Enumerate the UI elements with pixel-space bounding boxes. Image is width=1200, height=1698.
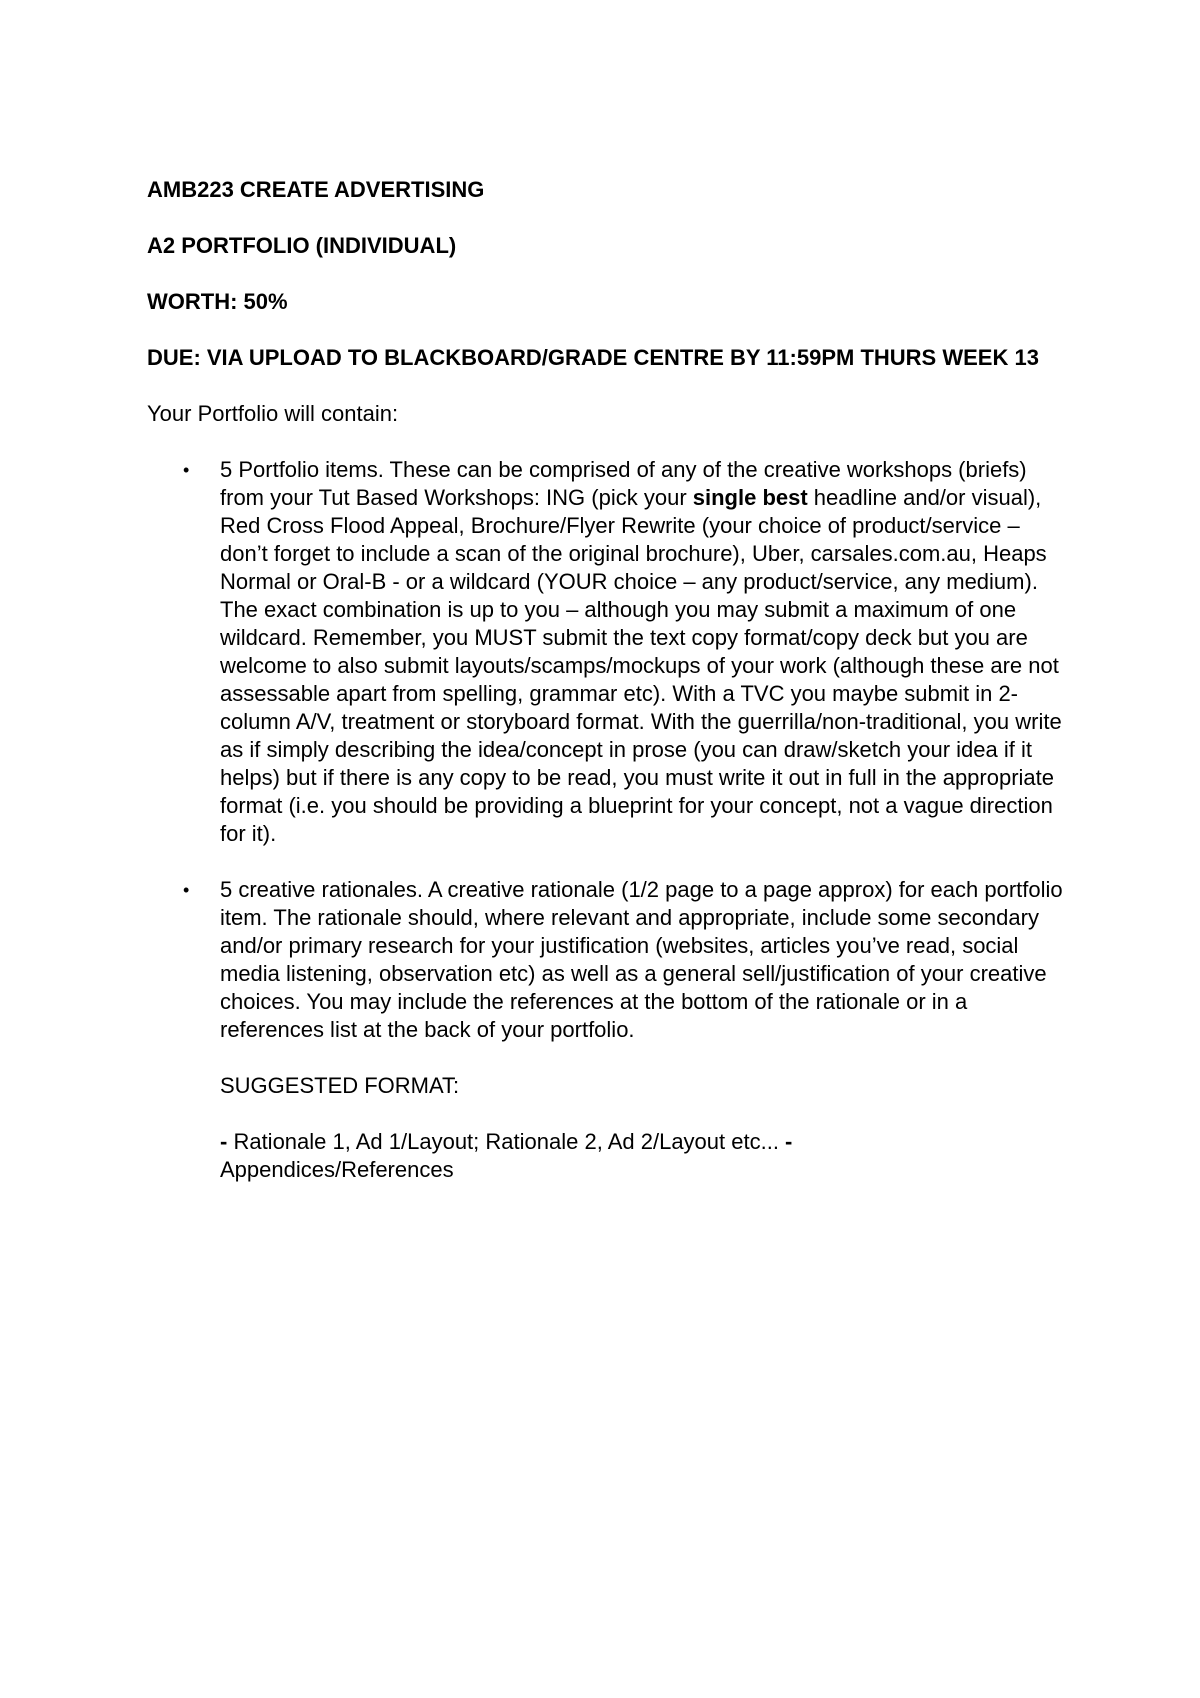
portfolio-items-text-start: 5 Portfolio items. These can be comprised of any of the creative workshops (briefs) from your Tut Based Workshops: ING (pick your xyxy=(220,457,1027,510)
creative-rationales-description: 5 creative rationales. A creative rationale (1/2 page to a page approx) for each portfolio item. The rationale should, where relevant and appropriate, include some secondary and/or primary research for your justification (websites, articles you’ve read, social media listening, observation etc) as well as a general sell/justification of your creative choices. You may include the references at the bottom of the rationale or in a references list at the back of your portfolio. xyxy=(220,877,1063,1042)
portfolio-items-text-end: headline and/or visual), Red Cross Flood Appeal, Brochure/Flyer Rewrite (your choice of product/service – don’t forget to include a scan of the original brochure), Uber, carsales.com.au, Heaps Normal or Oral-B - or a wildcard (YOUR choice – any product/service, any medium). The exact combination is up to you – although you may submit a maximum of one wildcard. Remember, you MUST submit the text copy format/copy deck but you are welcome to also submit layouts/scamps/mockups of your work (although these are not assessable apart from spelling, grammar etc). With a TVC you maybe submit in 2-column A/V, treatment or storyboard format. With the guerrilla/non-traditional, you write as if simply describing the idea/concept in prose (you can draw/sketch your idea if it helps) but if there is any copy to be read, you must write it out in full in the appropriate format (i.e. you should be providing a blueprint for your concept, not a vague direction for it). xyxy=(220,485,1062,846)
assessment-title: A2 PORTFOLIO (INDIVIDUAL) xyxy=(147,233,457,258)
portfolio-items-emphasis: single best xyxy=(692,485,808,510)
suggested-format-end: Appendices/References xyxy=(220,1157,454,1182)
course-title: AMB223 CREATE ADVERTISING xyxy=(147,177,485,202)
document-body xyxy=(147,176,1067,1212)
intro-text: Your Portfolio will contain: xyxy=(147,401,399,426)
dash-icon: - xyxy=(785,1129,793,1154)
bullet-icon: • xyxy=(183,460,190,480)
dash-icon: - xyxy=(220,1129,228,1154)
suggested-format-label: SUGGESTED FORMAT: xyxy=(220,1073,460,1098)
due-date: DUE: VIA UPLOAD TO BLACKBOARD/GRADE CENTRE BY 11:59PM THURS WEEK 13 xyxy=(147,345,1039,370)
list-item-portfolio-items xyxy=(147,456,1067,848)
portfolio-items-description xyxy=(220,456,1067,848)
assessment-worth: WORTH: 50% xyxy=(147,289,288,314)
bullet-icon: • xyxy=(183,880,190,900)
portfolio-contents-list xyxy=(147,456,1067,1184)
suggested-format-text xyxy=(220,1128,1067,1184)
list-item-creative-rationales xyxy=(147,876,1067,1184)
suggested-format-items: Rationale 1, Ad 1/Layout; Rationale 2, Ad 2/Layout etc... xyxy=(227,1129,786,1154)
